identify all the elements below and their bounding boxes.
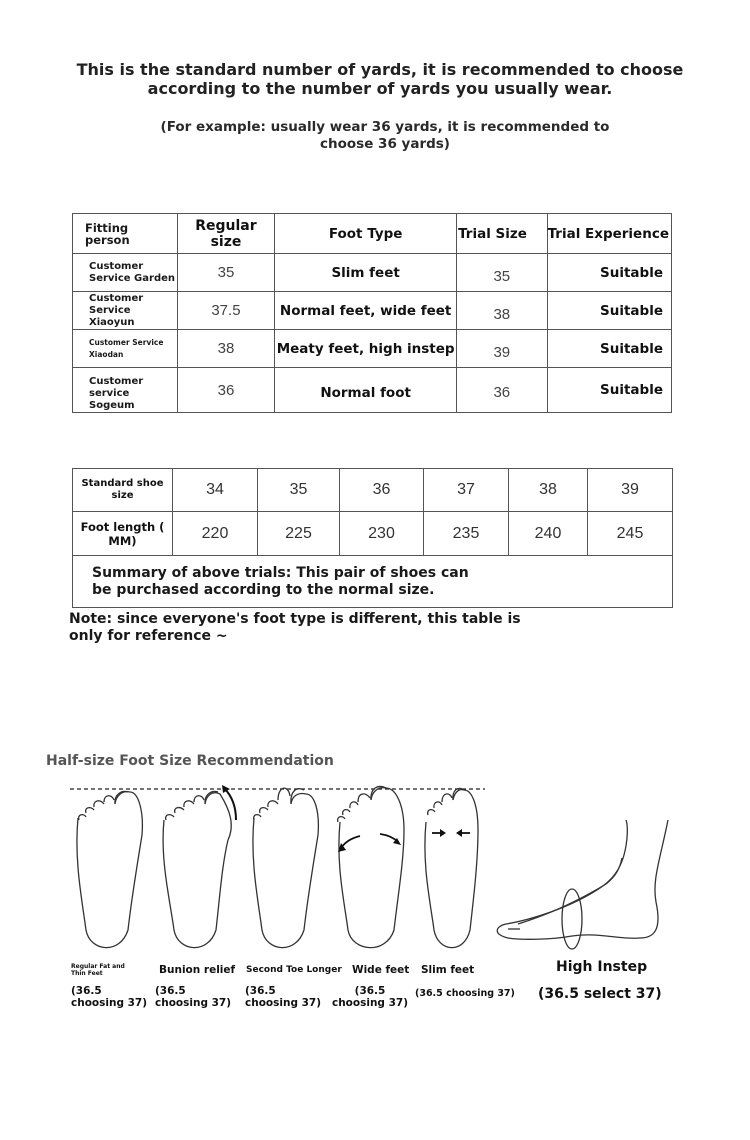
- foot-type: Normal foot: [275, 368, 457, 413]
- foot-rec-slim: (36.5 choosing 37): [415, 988, 515, 999]
- foot-types-illustration: [60, 780, 680, 960]
- foot-label-wide: Wide feet: [352, 964, 410, 976]
- foot-rec-high-instep: (36.5 select 37): [538, 986, 662, 1002]
- intro-example: (For example: usually wear 36 yards, it is recommended to choose 36 yards): [160, 119, 610, 152]
- foot-label-regular: Regular Fat and Thin Feet: [71, 963, 125, 977]
- size-table: [72, 468, 673, 608]
- foot-label-second-toe: Second Toe Longer: [246, 965, 342, 975]
- foot-type: Meaty feet, high instep: [275, 330, 457, 368]
- foot-length-label: Foot length ( MM): [73, 512, 173, 556]
- header-fitting-person: Fitting person: [73, 214, 178, 254]
- foot-rec-regular: (36.5 choosing 37): [71, 985, 148, 1009]
- foot-type: Normal feet, wide feet: [275, 292, 457, 330]
- fitting-person: Customer Service Xiaodan: [73, 330, 178, 368]
- table-row: [73, 292, 672, 330]
- fitting-table-header: [73, 214, 672, 254]
- intro-heading: This is the standard number of yards, it is recommended to choose according to the number of yards you usually wear.: [76, 60, 684, 98]
- fitting-person: Customer Service Xiaoyun: [73, 292, 178, 330]
- summary-row: [73, 556, 673, 608]
- header-regular-size: Regular size: [177, 214, 275, 254]
- header-trial-experience: Trial Experience: [547, 214, 671, 254]
- table-row: [73, 330, 672, 368]
- shoe-size-value: 34: [173, 469, 258, 512]
- fitting-table: [72, 213, 672, 413]
- header-trial-size: Trial Size: [457, 214, 547, 254]
- foot-length-value: 230: [340, 512, 424, 556]
- high-instep-foot-icon: [497, 820, 668, 949]
- note-text: Note: since everyone's foot type is different, this table is only for reference ~: [69, 611, 521, 644]
- foot-length-row: [73, 512, 673, 556]
- trial-experience: Suitable: [547, 292, 671, 330]
- trial-size: 35: [457, 254, 547, 292]
- foot-length-value: 235: [424, 512, 509, 556]
- slim-foot-icon: [425, 788, 478, 947]
- table-row: [73, 254, 672, 292]
- regular-foot-icon: [77, 792, 142, 948]
- shoe-size-value: 36: [340, 469, 424, 512]
- shoe-size-value: 35: [258, 469, 340, 512]
- second-toe-foot-icon: [253, 788, 318, 948]
- bunion-foot-icon: [163, 785, 236, 948]
- header-foot-type: Foot Type: [275, 214, 457, 254]
- shoe-size-value: 37: [424, 469, 509, 512]
- summary-content: Summary of above trials: This pair of shoes can be purchased according to the normal size.: [92, 564, 469, 598]
- foot-rec-bunion: (36.5 choosing 37): [155, 985, 232, 1009]
- trial-experience: Suitable: [547, 330, 671, 368]
- fitting-person: Customer service Sogeum: [73, 368, 178, 413]
- regular-size: 35: [177, 254, 275, 292]
- foot-length-value: 245: [588, 512, 673, 556]
- wide-foot-icon: [338, 787, 404, 948]
- trial-experience: Suitable: [547, 368, 671, 413]
- trial-size: 38: [457, 292, 547, 330]
- foot-label-high-instep: High Instep: [556, 959, 648, 975]
- regular-size: 37.5: [177, 292, 275, 330]
- trial-size: 36: [457, 368, 547, 413]
- fitting-person: Customer Service Garden: [73, 254, 178, 292]
- foot-rec-wide: (36.5 choosing 37): [331, 985, 409, 1009]
- half-size-title: Half-size Foot Size Recommendation: [46, 753, 334, 769]
- trial-size: 39: [457, 330, 547, 368]
- shoe-size-value: 39: [588, 469, 673, 512]
- foot-label-slim: Slim feet: [421, 964, 475, 976]
- summary-text: [73, 556, 673, 608]
- shoe-size-row: [73, 469, 673, 512]
- foot-type: Slim feet: [275, 254, 457, 292]
- trial-experience: Suitable: [547, 254, 671, 292]
- shoe-size-value: 38: [509, 469, 588, 512]
- shoe-size-label: Standard shoe size: [73, 469, 173, 512]
- foot-label-bunion: Bunion relief: [159, 964, 236, 976]
- foot-length-value: 220: [173, 512, 258, 556]
- foot-length-value: 225: [258, 512, 340, 556]
- table-row: [73, 368, 672, 413]
- foot-rec-second-toe: (36.5 choosing 37): [245, 985, 322, 1009]
- foot-length-value: 240: [509, 512, 588, 556]
- regular-size: 38: [177, 330, 275, 368]
- regular-size: 36: [177, 368, 275, 413]
